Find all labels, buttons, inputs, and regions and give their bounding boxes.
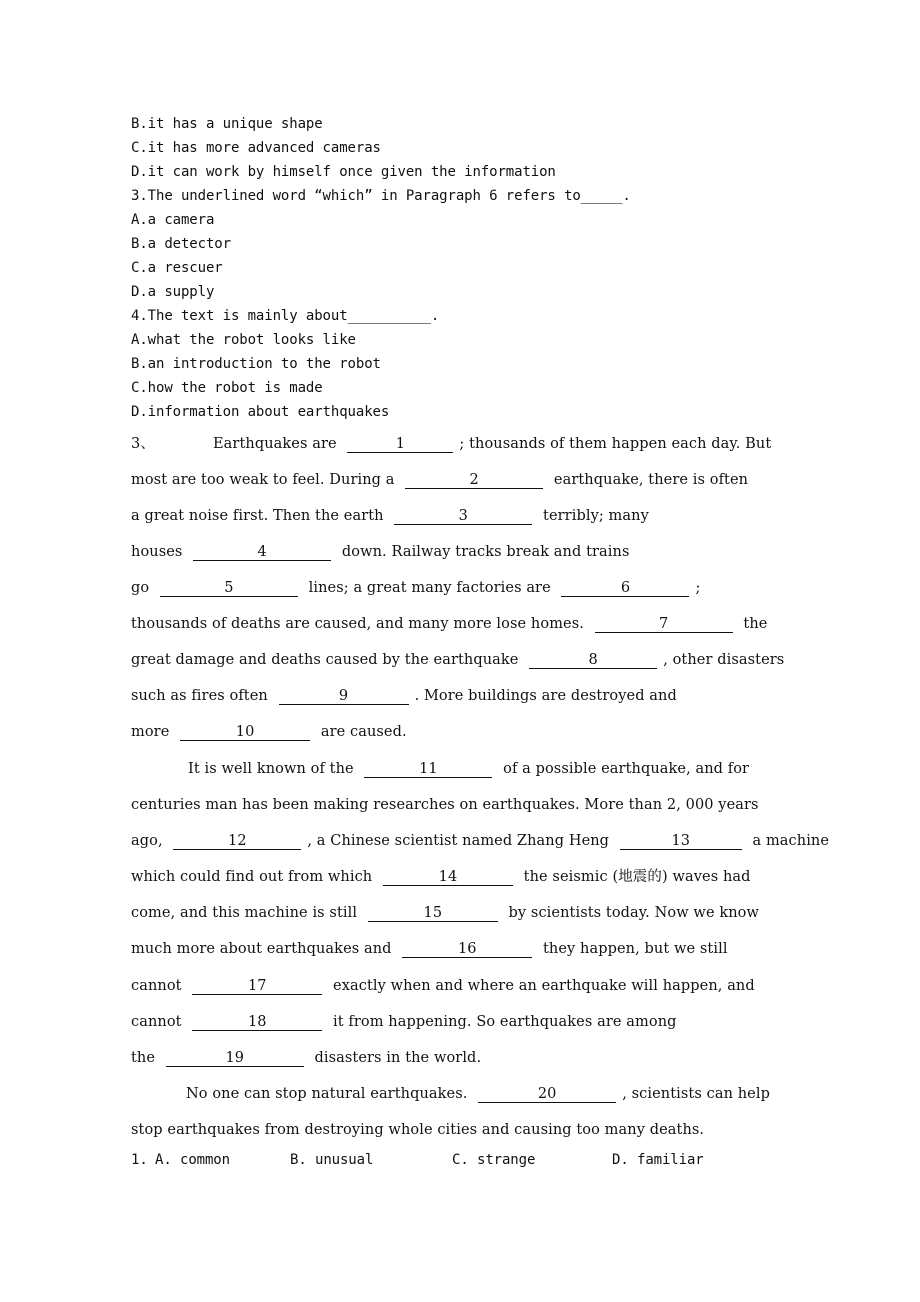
cloze-text: Earthquakes are [213,436,342,452]
cloze-text: down. Railway tracks break and trains [337,544,630,560]
cloze-text: come, and this machine is still [131,905,362,921]
cloze-text: ; thousands of them happen each day. But [459,436,772,452]
cloze-line [131,470,748,490]
question-line: 4.The text is mainly about__________. [131,308,440,324]
cloze-text: such as fires often [131,688,273,704]
option-c: C. strange [452,1152,536,1168]
cloze-text: they happen, but we still [538,941,728,957]
cloze-line [131,795,759,815]
option-a: A. common [155,1152,230,1168]
cloze-text: ; [695,580,701,596]
cloze-text: the [131,1050,160,1066]
option-line: A.a camera [131,212,215,228]
cloze-text: , other disasters [663,652,785,668]
cloze-blank-8[interactable]: 8 [529,652,657,669]
cloze-text: terribly; many [538,508,649,524]
cloze-line [188,759,749,779]
cloze-text: the [738,616,768,632]
option-line: D.information about earthquakes [131,404,390,420]
cloze-line [131,542,630,562]
option-line: C.a rescuer [131,260,223,276]
cloze-blank-16[interactable]: 16 [402,941,532,958]
cloze-text: are caused. [316,724,407,740]
cloze-text: centuries man has been making researches on earthquakes. More than 2, 000 years [131,797,759,813]
cloze-line [131,867,751,887]
option-b: B. unusual [290,1152,374,1168]
cloze-line [186,1084,770,1104]
cloze-line [131,976,755,996]
cloze-line [131,506,649,526]
cloze-text: the seismic (地震的) waves had [518,869,751,885]
cloze-blank-10[interactable]: 10 [180,724,310,741]
cloze-text: No one can stop natural earthquakes. [186,1086,473,1102]
option-line: C.it has more advanced cameras [131,140,381,156]
cloze-line [131,1012,677,1032]
cloze-blank-1[interactable]: 1 [347,436,453,453]
cloze-line [131,1048,481,1068]
cloze-line [131,578,700,598]
cloze-text: . More buildings are destroyed and [414,688,677,704]
cloze-line [131,722,407,742]
cloze-blank-6[interactable]: 6 [561,580,689,597]
option-line: D.it can work by himself once given the information [131,164,556,180]
cloze-blank-13[interactable]: 13 [620,833,742,850]
cloze-blank-17[interactable]: 17 [192,978,322,995]
cloze-line [131,614,767,634]
cloze-text: cannot [131,978,187,994]
cloze-text: lines; a great many factories are [303,580,556,596]
option-line: B.an introduction to the robot [131,356,381,372]
cloze-text: go [131,580,154,596]
question-line: 3.The underlined word “which” in Paragraph 6 refers to_____. [131,188,631,204]
cloze-text: it from happening. So earthquakes are among [328,1014,677,1030]
cloze-blank-12[interactable]: 12 [173,833,301,850]
cloze-text: which could find out from which [131,869,377,885]
cloze-line [131,1120,704,1140]
option-line: D.a supply [131,284,215,300]
cloze-blank-4[interactable]: 4 [193,544,331,561]
cloze-blank-19[interactable]: 19 [166,1050,304,1067]
cloze-text: a machine [747,833,830,849]
cloze-text: , a Chinese scientist named Zhang Heng [307,833,614,849]
cloze-blank-15[interactable]: 15 [368,905,498,922]
cloze-blank-18[interactable]: 18 [192,1014,322,1031]
section-number: 3、 [131,436,155,452]
cloze-text: of a possible earthquake, and for [498,761,750,777]
cloze-text: earthquake, there is often [549,472,749,488]
cloze-blank-3[interactable]: 3 [394,508,532,525]
cloze-text: , scientists can help [622,1086,770,1102]
cloze-blank-20[interactable]: 20 [478,1086,616,1103]
cloze-text: It is well known of the [188,761,359,777]
option-d: D. familiar [612,1152,704,1168]
cloze-text: cannot [131,1014,187,1030]
cloze-text: by scientists today. Now we know [503,905,759,921]
answer-options-row [131,1150,731,1170]
cloze-line [131,650,784,670]
cloze-text: houses [131,544,188,560]
cloze-text: ago, [131,833,168,849]
cloze-blank-9[interactable]: 9 [279,688,409,705]
option-number: 1. [131,1152,148,1168]
cloze-line [131,686,677,706]
cloze-text: most are too weak to feel. During a [131,472,400,488]
cloze-text: thousands of deaths are caused, and many more lose homes. [131,616,589,632]
option-line: A.what the robot looks like [131,332,356,348]
cloze-line [131,831,829,851]
option-line: B.a detector [131,236,231,252]
cloze-blank-5[interactable]: 5 [160,580,298,597]
cloze-text: a great noise first. Then the earth [131,508,389,524]
cloze-blank-2[interactable]: 2 [405,472,543,489]
cloze-text: stop earthquakes from destroying whole cities and causing too many deaths. [131,1122,705,1138]
cloze-text: exactly when and where an earthquake will happen, and [328,978,755,994]
cloze-line [131,903,759,923]
cloze-line [131,939,728,959]
cloze-line [213,434,771,454]
cloze-blank-14[interactable]: 14 [383,869,513,886]
option-line: B.it has a unique shape [131,116,323,132]
cloze-blank-7[interactable]: 7 [595,616,733,633]
cloze-text: much more about earthquakes and [131,941,397,957]
cloze-blank-11[interactable]: 11 [364,761,492,778]
cloze-text: disasters in the world. [309,1050,482,1066]
cloze-text: more [131,724,175,740]
cloze-text: great damage and deaths caused by the earthquake [131,652,524,668]
option-line: C.how the robot is made [131,380,323,396]
